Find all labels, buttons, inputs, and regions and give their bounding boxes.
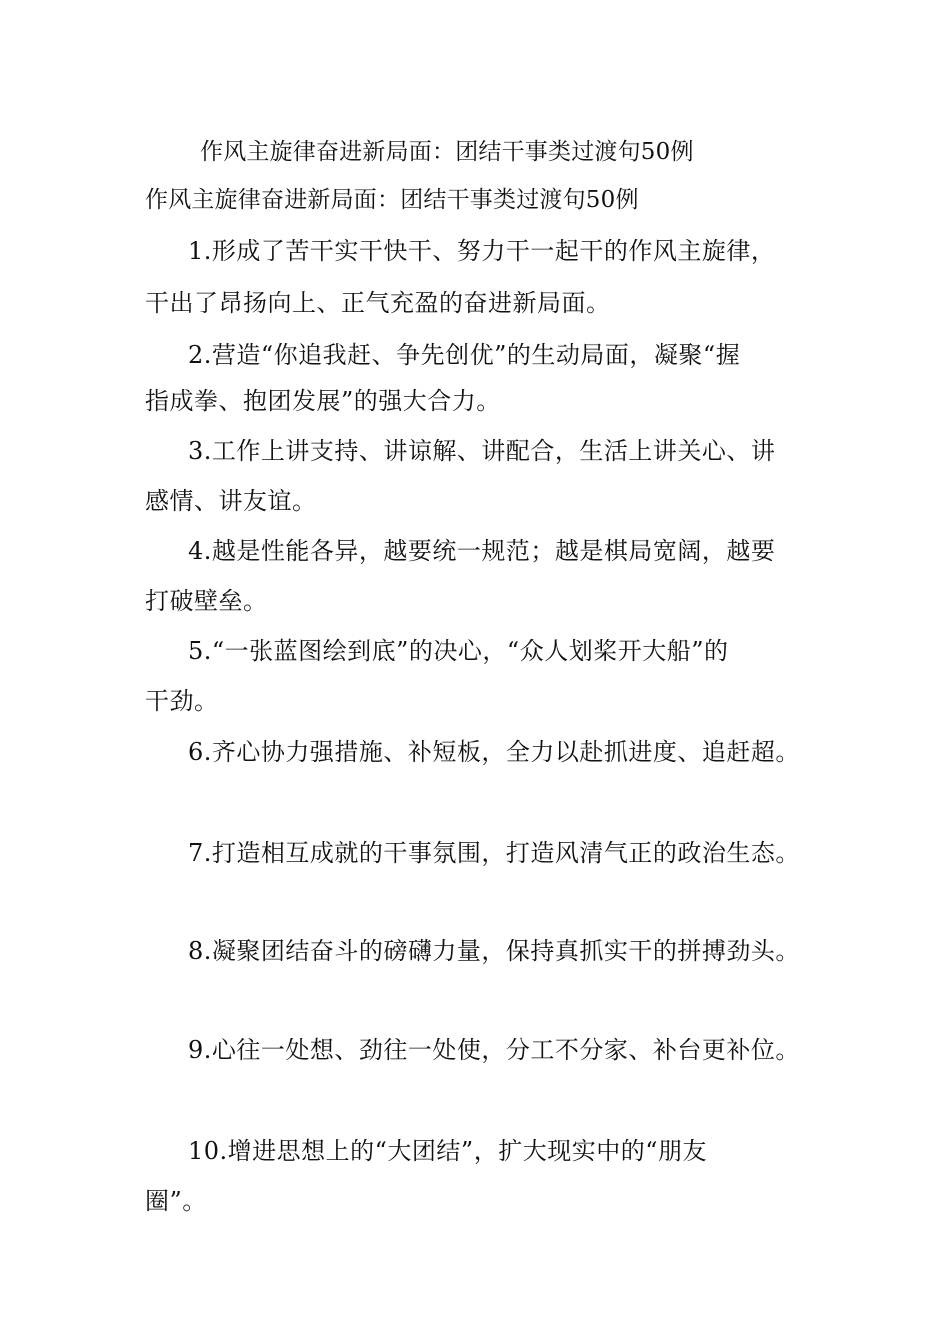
item-4-line-2: 打破壁垒。 <box>145 587 268 615</box>
item-3-line-1: 3.工作上讲支持、讲谅解、讲配合，生活上讲关心、讲 <box>188 437 776 465</box>
item-3-line-2: 感情、讲友谊。 <box>145 487 317 515</box>
item-9-line-1: 9.心往一处想、劲往一处使，分工不分家、补台更补位。 <box>188 1036 800 1064</box>
item-7-line-1: 7.打造相互成就的干事氛围，打造风清气正的政治生态。 <box>188 839 800 867</box>
item-5-line-1: 5.“一张蓝图绘到底”的决心，“众人划桨开大船”的 <box>188 637 729 665</box>
item-4-line-1: 4.越是性能各异，越要统一规范；越是棋局宽阔，越要 <box>188 537 776 565</box>
item-2-line-1: 2.营造“你追我赶、争先创优”的生动局面，凝聚“握 <box>188 341 741 369</box>
item-2-line-2: 指成拳、抱团发展”的强大合力。 <box>145 387 501 415</box>
item-8-line-1: 8.凝聚团结奋斗的磅礴力量，保持真抓实干的拼搏劲头。 <box>188 937 800 965</box>
document-title-line-1: 作风主旋律奋进新局面：团结干事类过渡句50例 <box>200 139 694 165</box>
item-10-line-1: 10.增进思想上的“大团结”，扩大现实中的“朋友 <box>188 1137 707 1165</box>
document-title-line-2: 作风主旋律奋进新局面：团结干事类过渡句50例 <box>145 187 639 213</box>
item-1-line-2: 干出了昂扬向上、正气充盈的奋进新局面。 <box>145 289 611 317</box>
item-6-line-1: 6.齐心协力强措施、补短板，全力以赴抓进度、追赶超。 <box>188 738 800 766</box>
item-5-line-2: 干劲。 <box>145 687 219 715</box>
item-1-line-1: 1.形成了苦干实干快干、努力干一起干的作风主旋律， <box>188 237 776 265</box>
item-10-line-2: 圈”。 <box>145 1187 207 1215</box>
